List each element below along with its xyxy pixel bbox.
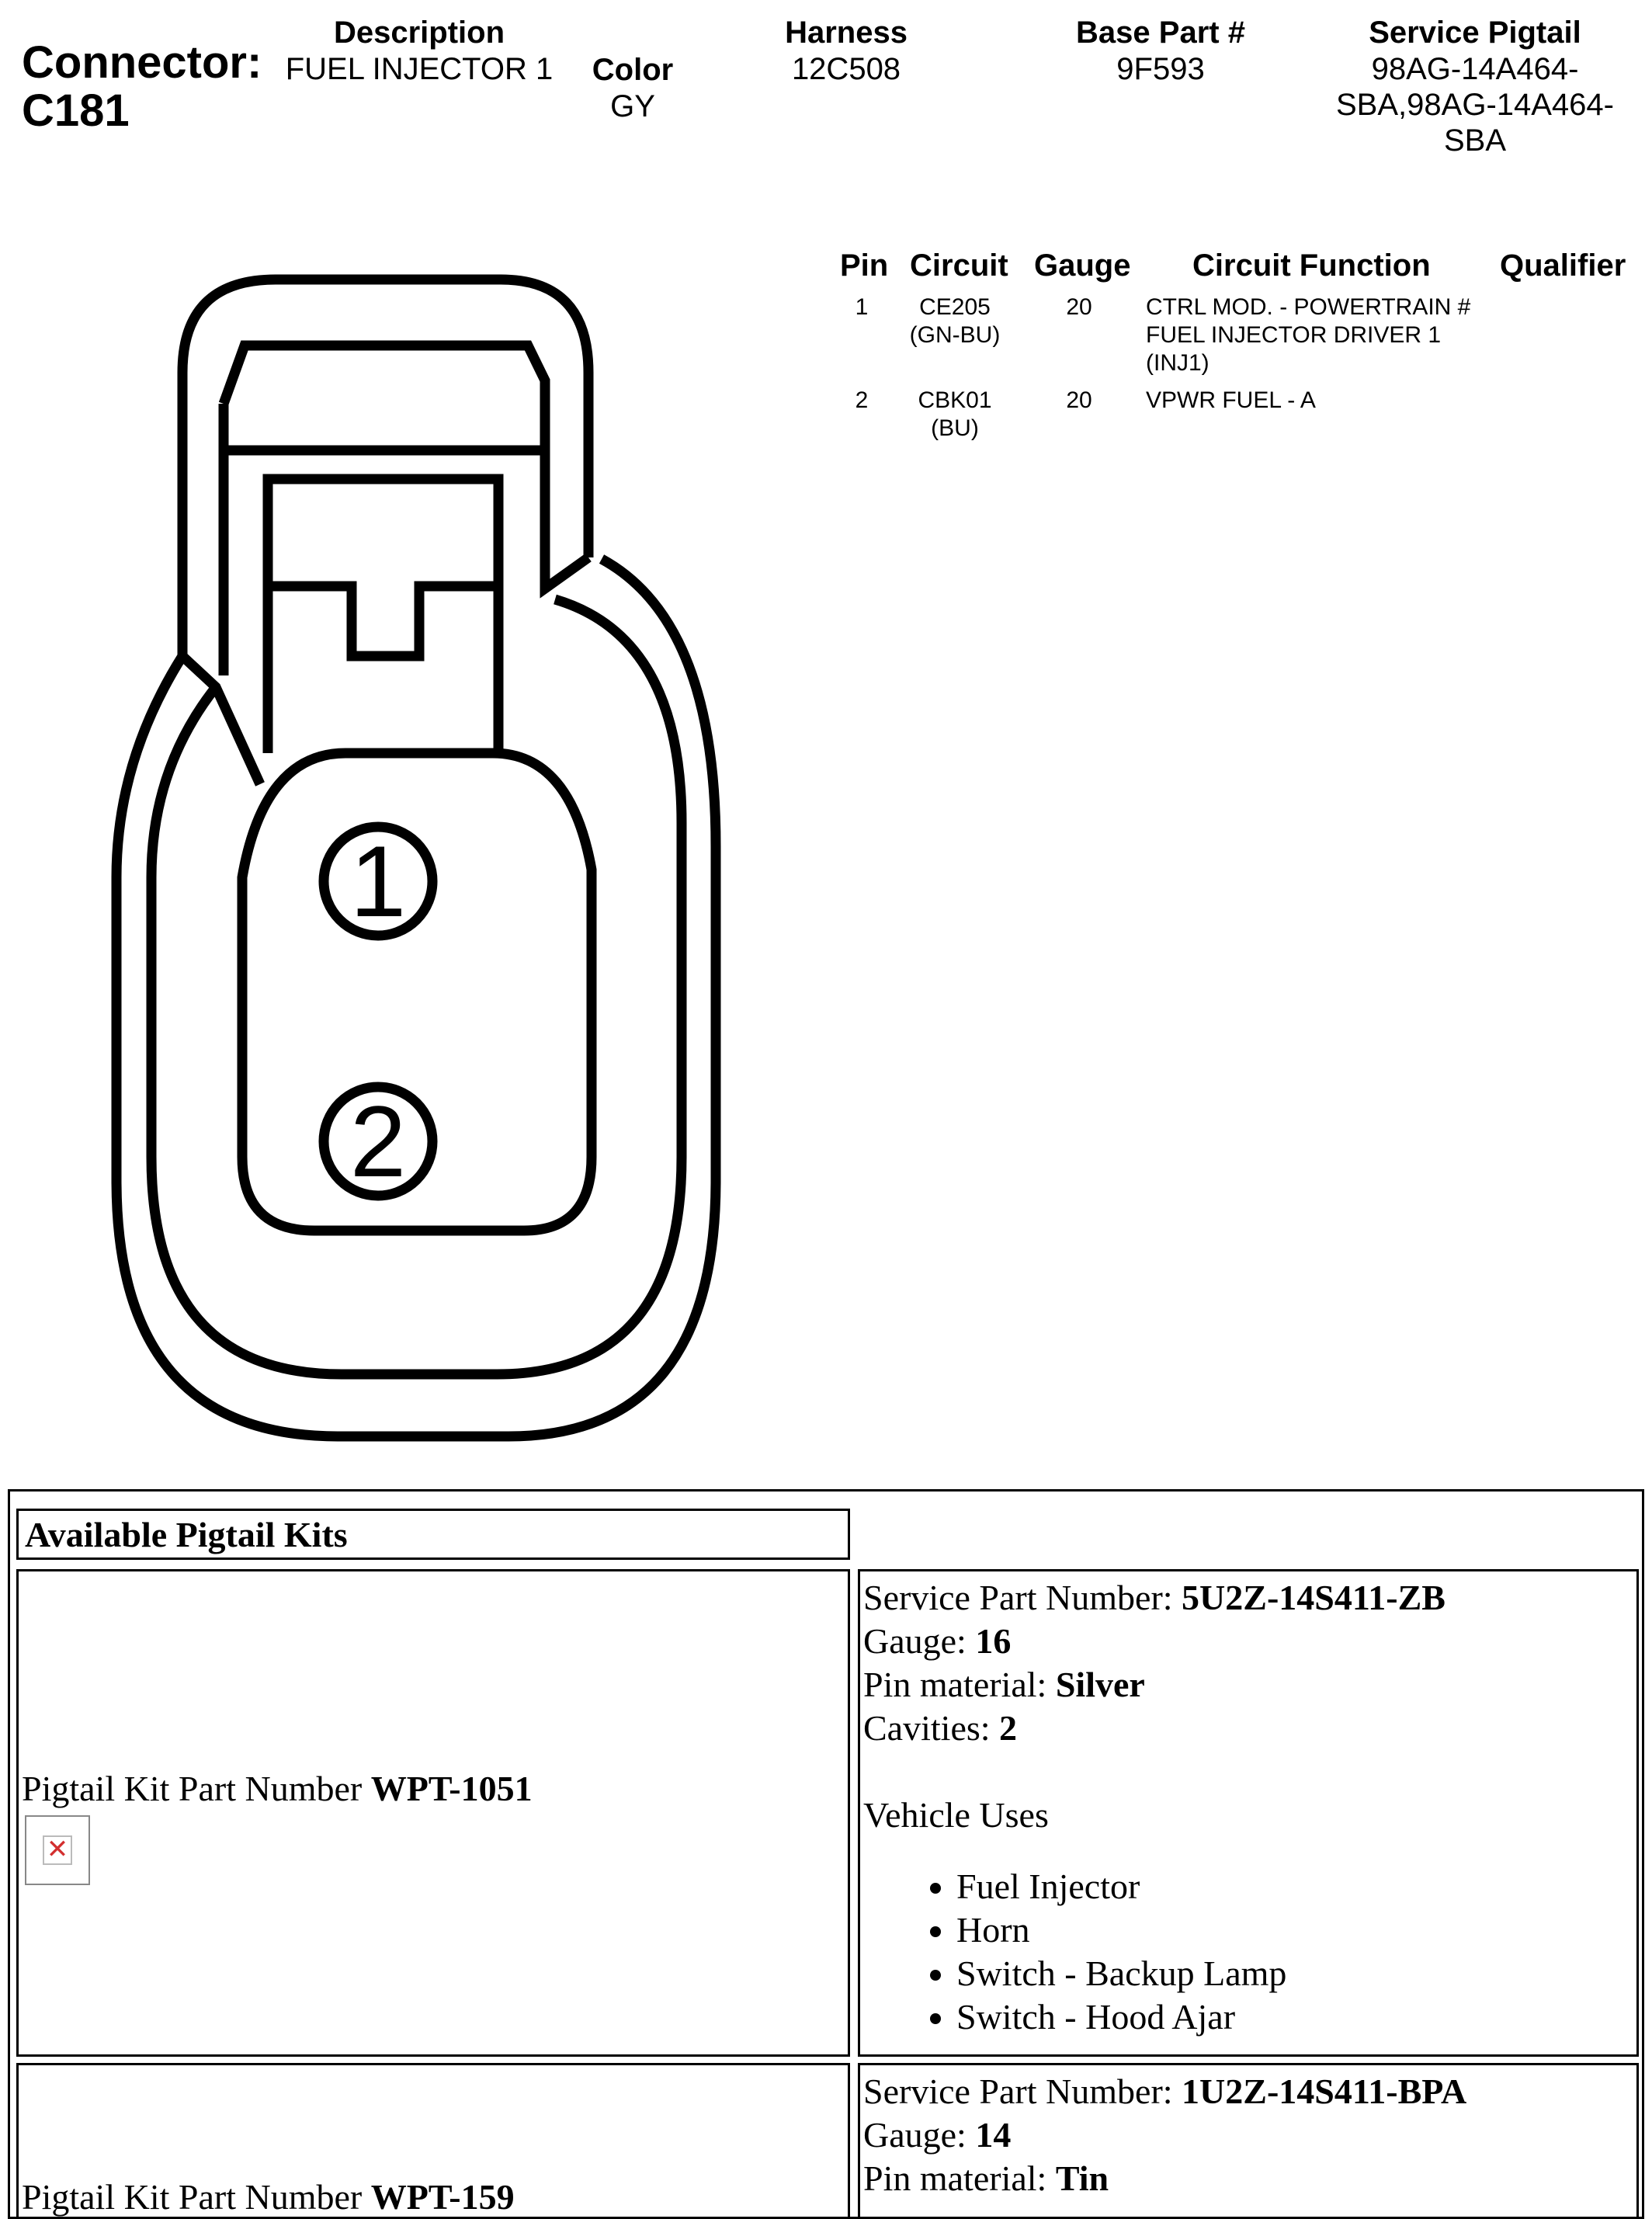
- circuit-color: (GN-BU): [909, 322, 1001, 348]
- circuit-id: CE205: [919, 294, 991, 320]
- gauge-value: 20: [1066, 294, 1092, 320]
- pin-number: 1: [855, 294, 869, 320]
- gauge-value: 16: [975, 1621, 1012, 1661]
- base-part-header: Base Part #: [1076, 16, 1245, 50]
- connector-label-text: Connector:: [22, 37, 262, 88]
- service-part-label: Service Part Number:: [863, 1578, 1182, 1617]
- color-column: [574, 51, 691, 124]
- pin-material-line: [863, 1663, 1636, 1707]
- harness-header: Harness: [785, 16, 908, 50]
- kit-2-label-line: [22, 2176, 515, 2219]
- base-part-value: 9F593: [1116, 52, 1205, 86]
- list-item: • Fuel Injector: [956, 1865, 1636, 1908]
- service-pigtail-line: 98AG-14A464-: [1371, 52, 1579, 86]
- kit-2-details: [858, 2063, 1639, 2219]
- gauge-value: 20: [1066, 387, 1092, 413]
- gauge-line: [863, 1620, 1636, 1663]
- function-line: CTRL MOD. - POWERTRAIN #: [1146, 294, 1471, 320]
- pigtail-kits-title: Available Pigtail Kits: [16, 1509, 850, 1560]
- service-part-value: 1U2Z-14S411-BPA: [1182, 2071, 1467, 2111]
- description-header: Description: [333, 16, 505, 50]
- description-column: [272, 14, 567, 87]
- base-part-column: [1048, 14, 1273, 87]
- service-pigtail-line: SBA,98AG-14A464-: [1336, 88, 1614, 122]
- qualifier-header: Qualifier: [1500, 248, 1626, 283]
- service-pigtail-header: Service Pigtail: [1369, 16, 1581, 50]
- list-item: • Horn: [956, 1908, 1636, 1952]
- gauge-value: 14: [975, 2115, 1012, 2155]
- pin-header: Pin: [840, 248, 889, 283]
- gauge-label: Gauge:: [863, 2115, 976, 2155]
- color-value: GY: [610, 89, 655, 123]
- pin-material-line: [863, 2157, 1636, 2200]
- housing-outer-outline: [182, 280, 588, 656]
- connector-face-diagram: [109, 264, 730, 1452]
- pin-2-label: 2: [349, 1085, 407, 1198]
- pin-material-value: Silver: [1055, 1665, 1145, 1704]
- kit-part-number-label: Pigtail Kit Part Number: [22, 2177, 371, 2217]
- gauge-line: [863, 2113, 1636, 2157]
- kit-1-details: [858, 1569, 1639, 2057]
- circuit-function: [1146, 387, 1534, 415]
- service-part-value: 5U2Z-14S411-ZB: [1182, 1578, 1446, 1617]
- circuit-function: [1146, 293, 1534, 377]
- kit-part-number: WPT-1051: [370, 1769, 533, 1808]
- pin-material-label: Pin material:: [863, 2158, 1056, 2198]
- color-header: Color: [592, 53, 674, 87]
- vehicle-uses-label: Vehicle Uses: [863, 1795, 1049, 1835]
- circuit-function-header: Circuit Function: [1192, 248, 1431, 283]
- description-value: FUEL INJECTOR 1: [285, 52, 554, 86]
- list-item: • Switch - Backup Lamp: [956, 1952, 1636, 1995]
- kit-part-number-label: Pigtail Kit Part Number: [22, 1769, 371, 1808]
- service-part-line: [863, 2070, 1636, 2113]
- broken-image-icon: ✕: [25, 1815, 90, 1885]
- housing-outer-body: [116, 559, 716, 1436]
- cavities-label: Cavities:: [863, 1708, 1000, 1748]
- latch-top: [224, 346, 545, 450]
- gauge-label: Gauge:: [863, 1621, 976, 1661]
- pin-cavity-outline: [242, 753, 592, 1231]
- function-line: (INJ1): [1146, 350, 1210, 376]
- pin-number: 2: [855, 387, 869, 413]
- pigtail-kits-table: [8, 1489, 1644, 2219]
- pin-material-label: Pin material:: [863, 1665, 1056, 1704]
- harness-value: 12C508: [791, 52, 901, 86]
- pin-material-value: Tin: [1055, 2158, 1109, 2198]
- service-pigtail-line: SBA: [1443, 123, 1507, 158]
- cavities-line: [863, 1707, 1636, 1750]
- list-item: • Switch - Hood Ajar: [956, 1995, 1636, 2039]
- function-line: FUEL INJECTOR DRIVER 1: [1146, 322, 1442, 348]
- circuit-header: Circuit: [910, 248, 1008, 283]
- cavities-value: 2: [999, 1708, 1018, 1748]
- gauge-header: Gauge: [1034, 248, 1131, 283]
- lock-tab: [268, 479, 498, 753]
- kit-part-number: WPT-159: [370, 2177, 515, 2217]
- harness-column: [745, 14, 947, 87]
- kit-1-cell: [16, 1569, 850, 2057]
- pin-1-label: 1: [349, 825, 407, 938]
- vehicle-uses-list: [863, 1865, 1636, 2039]
- connector-id: C181: [22, 85, 130, 136]
- circuit-color: (BU): [931, 415, 979, 441]
- kit-1-label-line: [22, 1767, 533, 1811]
- circuit-id: CBK01: [918, 387, 992, 413]
- service-part-label: Service Part Number:: [863, 2071, 1182, 2111]
- lock-tab-notch: [268, 586, 498, 656]
- circuit-cell: [893, 387, 1017, 443]
- connector-label: [22, 39, 270, 135]
- service-pigtail-column: [1304, 14, 1646, 158]
- service-part-line: [863, 1576, 1636, 1620]
- circuit-cell: [893, 293, 1017, 349]
- kit-2-cell: [16, 2063, 850, 2219]
- function-line: VPWR FUEL - A: [1146, 387, 1316, 413]
